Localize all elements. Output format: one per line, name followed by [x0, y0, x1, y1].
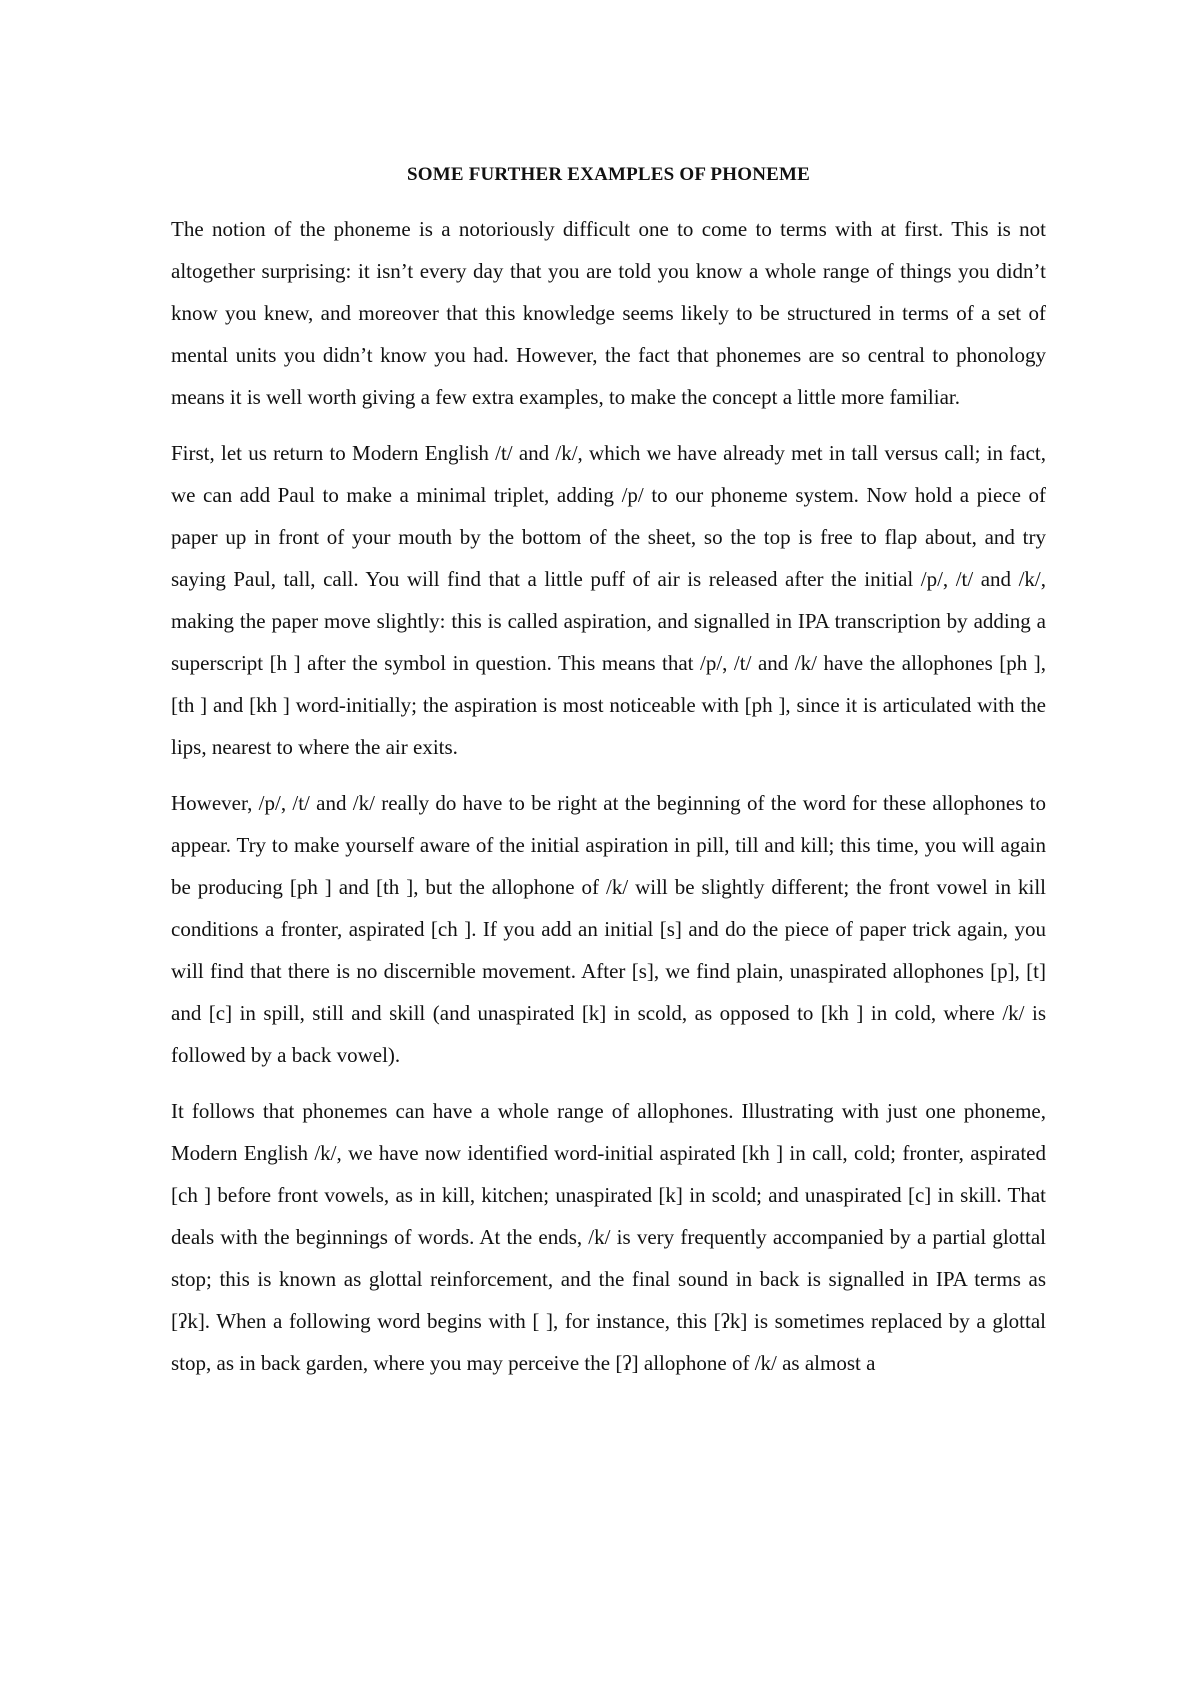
paragraph-2: First, let us return to Modern English /t/ and /k/, which we have already met in tall versus call; in fact, we can add Paul to make a minimal triplet, adding /p/ to our phoneme system. Now hold a piece of paper up in front of your mouth by the bottom of the sheet, so the top is free to flap about, and try saying Paul, tall, call. You will find that a little puff of air is released after the initial /p/, /t/ and /k/, making the paper move slightly: this is called aspiration, and signalled in IPA transcription by adding a superscript [h ] after the symbol in question. This means that /p/, /t/ and /k/ have the allophones [ph ], [th ] and [kh ] word-initially; the aspiration is most noticeable with [ph ], since it is articulated with the lips, nearest to where the air exits.: [171, 441, 1046, 759]
paragraph-4: It follows that phonemes can have a whole range of allophones. Illustrating with just one phoneme, Modern English /k/, we have now identified word-initial aspirated [kh ] in call, cold; fronter, aspirated [ch ] before front vowels, as in kill, kitchen; unaspirated [k] in scold; and unaspirated [c] in skill. That deals with the beginnings of words. At the ends, /k/ is very frequently accompanied by a partial glottal stop; this is known as glottal reinforcement, and the final sound in back is signalled in IPA terms as [ʔk]. When a following word begins with [ ], for instance, this [ʔk] is sometimes replaced by a glottal stop, as in back garden, where you may perceive the [ʔ] allophone of /k/ as almost a: [171, 1099, 1046, 1375]
paragraph-3: However, /p/, /t/ and /k/ really do have to be right at the beginning of the word for these allophones to appear. Try to make yourself aware of the initial aspiration in pill, till and kill; this time, you will again be producing [ph ] and [th ], but the allophone of /k/ will be slightly different; the front vowel in kill conditions a fronter, aspirated [ch ]. If you add an initial [s] and do the piece of paper trick again, you will find that there is no discernible movement. After [s], we find plain, unaspirated allophones [p], [t] and [c] in spill, still and skill (and unaspirated [k] in scold, as opposed to [kh ] in cold, where /k/ is followed by a back vowel).: [171, 791, 1046, 1067]
paragraph-1: The notion of the phoneme is a notoriously difficult one to come to terms with at first. This is not altogether surprising: it isn’t every day that you are told you know a whole range of things you didn’t know you knew, and moreover that this knowledge seems likely to be structured in terms of a set of mental units you didn’t know you had. However, the fact that phonemes are so central to phonology means it is well worth giving a few extra examples, to make the concept a little more familiar.: [171, 217, 1046, 409]
document-body: [171, 160, 1046, 1398]
page-title: SOME FURTHER EXAMPLES OF PHONEME: [407, 164, 810, 185]
